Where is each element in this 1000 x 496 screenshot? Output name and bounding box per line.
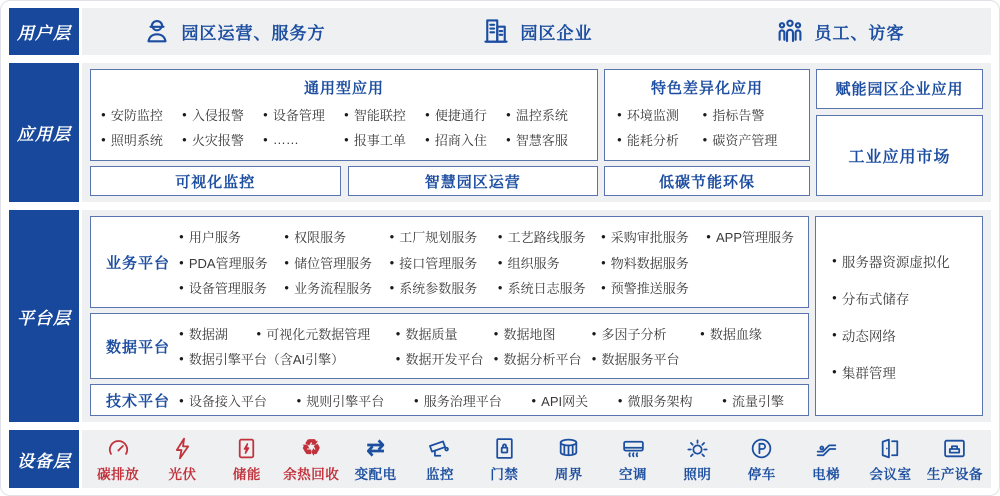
device-label: 停车 [747, 467, 776, 483]
app-item: ● …… [263, 130, 344, 149]
platform-item: ● 业务流程服务 [284, 278, 389, 297]
special-apps-column [604, 69, 810, 196]
device-item-power [343, 435, 407, 483]
banner-visual-monitoring: 可视化监控 [90, 166, 341, 196]
platform-item: ● 工厂规划服务 [389, 227, 497, 246]
platform-item: ● 数据分析平台 [494, 349, 592, 368]
platform-item: ● 接口管理服务 [389, 253, 497, 272]
app-item: ● 环境监测 [617, 105, 703, 124]
app-item: ● 温控系统 [506, 105, 587, 124]
platform-item: ● 可视化元数据管理 [256, 324, 395, 343]
user-group-label: 园区企业 [520, 23, 593, 43]
banner-smart-park-operation: 智慧园区运营 [348, 166, 599, 196]
user-group-label: 园区运营、服务方 [181, 23, 326, 43]
platform-item: ● 物料数据服务 [601, 253, 706, 272]
device-layer-label: 设备层 [9, 430, 79, 488]
user-group-label: 员工、访客 [814, 23, 905, 43]
light-icon [685, 435, 710, 461]
infra-item: ● 服务器资源虚拟化 [832, 251, 982, 271]
special-apps-box [604, 69, 810, 161]
platform-item: ● 数据引擎平台（含AI引擎） [179, 349, 396, 368]
visitors-icon [775, 16, 805, 46]
platform-item: ● 数据开发平台 [396, 349, 494, 368]
platform-layer-label: 平台层 [9, 210, 79, 422]
device-label: 变配电 [354, 467, 397, 483]
banner-low-carbon: 低碳节能环保 [604, 166, 810, 196]
building-icon [481, 16, 511, 46]
user-group-visitors [688, 16, 991, 46]
app-item: ● 能耗分析 [617, 130, 703, 149]
gauge-icon [106, 435, 131, 461]
platform-item: ● 权限服务 [284, 227, 389, 246]
app-item: ● 智慧客服 [506, 130, 587, 149]
platform-item: ● 微服务架构 [618, 391, 693, 410]
data-platform-grid [179, 318, 798, 374]
app-item: ● 指标告警 [703, 105, 797, 124]
platform-item: ● 数据质量 [396, 324, 494, 343]
device-item-parking [730, 435, 794, 483]
device-item-elevator [794, 435, 858, 483]
platform-item: ● 服务治理平台 [414, 391, 502, 410]
platform-item: ● PDA管理服务 [179, 253, 284, 272]
platform-item: ● 数据地图 [494, 324, 592, 343]
platform-item: ● 流量引擎 [722, 391, 784, 410]
platform-layer-row [9, 210, 991, 422]
device-label: 储能 [232, 467, 261, 483]
general-apps-grid [101, 98, 587, 156]
device-label: 余热回收 [283, 467, 340, 483]
worker-icon [142, 16, 172, 46]
user-group-operator [82, 16, 385, 46]
app-right-column [816, 69, 983, 196]
device-label: 碳排放 [97, 467, 140, 483]
app-item: ● 便捷通行 [425, 105, 506, 124]
drum-icon [556, 435, 581, 461]
user-layer-row [9, 8, 991, 55]
device-label: 监控 [425, 467, 454, 483]
special-apps-title: 特色差异化应用 [650, 79, 763, 97]
platform-item: ● 设备接入平台 [179, 391, 267, 410]
camera-icon [427, 435, 452, 461]
bolt-icon [170, 435, 195, 461]
app-item: ● 设备管理 [263, 105, 344, 124]
app-item: ● 入侵报警 [182, 105, 263, 124]
app-item: ● 招商入住 [425, 130, 506, 149]
platform-item: ● 工艺路线服务 [498, 227, 601, 246]
battery-icon [234, 435, 259, 461]
device-label: 光伏 [168, 467, 197, 483]
application-layer-body [82, 63, 991, 202]
app-item: ● 照明系统 [101, 130, 182, 149]
platform-item: ● 预警推送服务 [601, 278, 706, 297]
data-platform-title: 数据平台 [105, 338, 170, 356]
special-apps-grid [617, 98, 797, 156]
business-platform-title: 业务平台 [105, 254, 170, 272]
device-label: 空调 [619, 467, 648, 483]
device-item-cctv [408, 435, 472, 483]
platform-main-column [90, 216, 809, 416]
app-item: ● 安防监控 [101, 105, 182, 124]
device-item-lighting [665, 435, 729, 483]
app-item: ● 智能联控 [344, 105, 425, 124]
tech-platform-title: 技术平台 [105, 392, 170, 410]
platform-item: ● 组织服务 [498, 253, 601, 272]
device-label: 照明 [683, 467, 712, 483]
device-item-carbon [86, 435, 150, 483]
app-banner-row [90, 166, 598, 196]
industrial-app-market-box: 工业应用市场 [816, 115, 983, 196]
platform-item: ● 数据服务平台 [592, 349, 700, 368]
data-platform-box [90, 313, 809, 379]
device-label: 电梯 [812, 467, 841, 483]
door-lock-icon [492, 435, 517, 461]
device-label: 周界 [554, 467, 583, 483]
platform-item: ● APP管理服务 [706, 227, 798, 246]
device-item-heat-recovery [279, 435, 343, 483]
platform-item: ● 系统日志服务 [498, 278, 601, 297]
enable-enterprise-apps-box: 赋能园区企业应用 [816, 69, 983, 109]
business-platform-box [90, 216, 809, 308]
platform-layer-body [82, 210, 991, 422]
infrastructure-box [815, 216, 983, 416]
app-item: ● 碳资产管理 [703, 130, 797, 149]
platform-item: ● 规则引擎平台 [296, 391, 384, 410]
application-layer-label: 应用层 [9, 63, 79, 202]
recycle-icon: ♻ [301, 435, 322, 461]
business-platform-grid [179, 221, 798, 303]
device-label: 生产设备 [926, 467, 983, 483]
device-layer-row [9, 430, 991, 488]
platform-item: ● 多因子分析 [592, 324, 700, 343]
app-item: ● 报事工单 [344, 130, 425, 149]
infra-item: ● 分布式储存 [832, 288, 982, 308]
app-item: ● 火灾报警 [182, 130, 263, 149]
arrows-icon: ⇄ [366, 435, 385, 461]
platform-item: ● 设备管理服务 [179, 278, 284, 297]
general-apps-box [90, 69, 598, 161]
platform-item: ● API网关 [531, 391, 588, 410]
application-layer-row [9, 63, 991, 202]
platform-item: ● 用户服务 [179, 227, 284, 246]
platform-item: ● 数据血缘 [700, 324, 798, 343]
device-item-storage [215, 435, 279, 483]
meeting-icon [878, 435, 903, 461]
parking-icon [749, 435, 774, 461]
ac-icon [621, 435, 646, 461]
platform-item: ● 储位管理服务 [284, 253, 389, 272]
machine-icon [942, 435, 967, 461]
device-item-access [472, 435, 536, 483]
device-item-pv [150, 435, 214, 483]
device-label: 会议室 [869, 467, 912, 483]
user-layer-label: 用户层 [9, 8, 79, 55]
platform-item: ● 采购审批服务 [601, 227, 706, 246]
escalator-icon [814, 435, 839, 461]
device-item-perimeter [537, 435, 601, 483]
device-item-meeting-room [858, 435, 922, 483]
platform-item: ● 数据湖 [179, 324, 256, 343]
tech-platform-items [179, 391, 798, 410]
user-group-enterprise [385, 16, 688, 46]
user-layer-body [82, 8, 991, 55]
device-item-production [923, 435, 987, 483]
device-item-hvac [601, 435, 665, 483]
device-label: 门禁 [490, 467, 519, 483]
infra-item: ● 动态网络 [832, 325, 982, 345]
general-apps-title: 通用型应用 [303, 79, 384, 97]
infra-item: ● 集群管理 [832, 362, 982, 382]
platform-item: ● 系统参数服务 [389, 278, 497, 297]
device-layer-body [82, 430, 991, 488]
tech-platform-box [90, 384, 809, 416]
general-apps-column [90, 69, 598, 196]
